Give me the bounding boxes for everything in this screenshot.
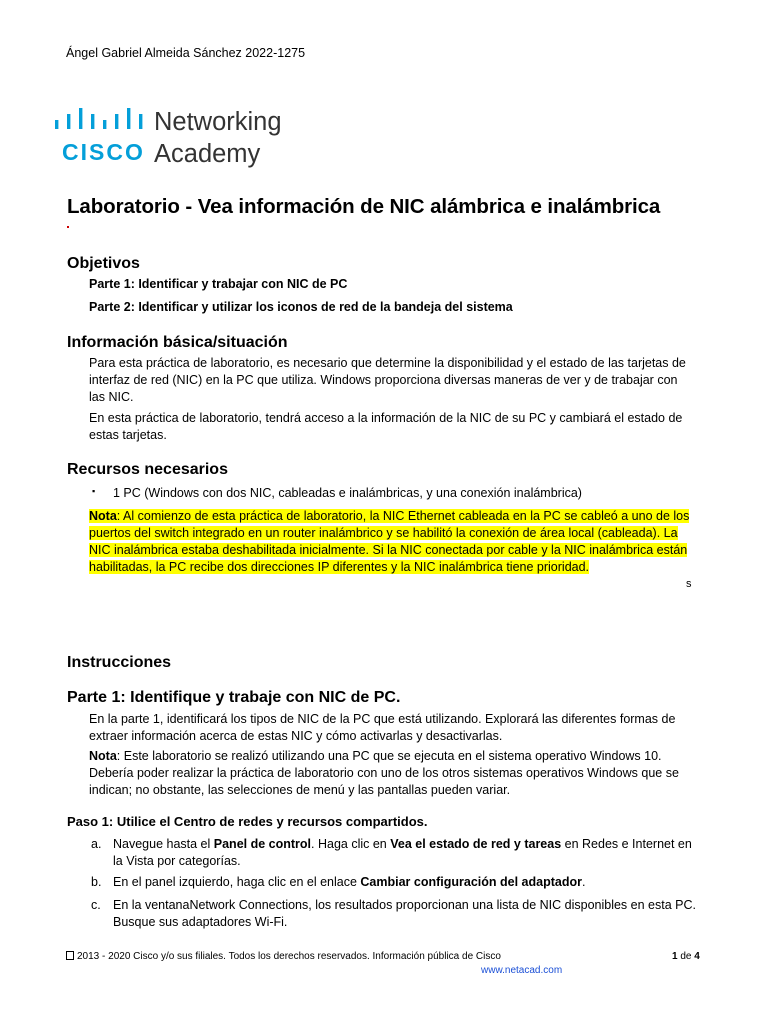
step-marker: a. bbox=[91, 837, 102, 851]
note-text: : Al comienzo de esta práctica de laboratorio, la NIC Ethernet cableada en la PC se cableó a uno de los bbox=[116, 509, 690, 523]
text-line: las NIC. bbox=[89, 390, 134, 404]
logo-academy-text: Academy bbox=[154, 140, 261, 168]
stray-character: s bbox=[686, 578, 692, 590]
document-title: Laboratorio - Vea información de NIC alámbrica e inalámbrica bbox=[67, 195, 661, 218]
resource-item: 1 PC (Windows con dos NIC, cableadas e inalámbricas, y una conexión inalámbrica) bbox=[113, 486, 582, 500]
bullet-icon: ▪ bbox=[92, 486, 96, 496]
part1-heading: Parte 1: Identifique y trabaje con NIC de PC. bbox=[67, 689, 401, 706]
cisco-bars-icon bbox=[55, 108, 142, 129]
note-text: : Este laboratorio se realizó utilizando una PC que se ejecuta en el sistema operativo Windows 10. bbox=[116, 749, 662, 763]
network-status-label: Vea el estado de red y tareas bbox=[390, 837, 562, 851]
text-line: En la parte 1, identificará los tipos de NIC de la PC que está utilizando. Explorará las diferentes formas de bbox=[89, 712, 676, 726]
control-panel-label: Panel de control bbox=[213, 837, 312, 851]
footer-copyright: 2013 - 2020 Cisco y/o sus filiales. Todos los derechos reservados. Información pública de Cisco bbox=[66, 951, 501, 962]
note-text: Debería poder realizar la práctica de laboratorio con uno de los otros sistemas operativos Windows que se bbox=[89, 766, 679, 780]
text-line: interfaz de red (NIC) en la PC que utiliza. Windows proporciona diversas maneras de ver y de trabajar con bbox=[89, 373, 678, 387]
objectives-heading: Objetivos bbox=[67, 255, 140, 272]
adapter-settings-label: Cambiar configuración del adaptador bbox=[360, 875, 582, 889]
background-heading: Información básica/situación bbox=[67, 334, 288, 351]
step-b-text: En el panel izquierdo, haga clic en el enlace Cambiar configuración del adaptador. bbox=[113, 875, 586, 889]
objective-item: Parte 2: Identificar y utilizar los iconos de red de la bandeja del sistema bbox=[89, 300, 513, 314]
cisco-wordmark: CISCO bbox=[62, 139, 145, 165]
step-marker: c. bbox=[91, 898, 101, 912]
text-line: En esta práctica de laboratorio, tendrá acceso a la información de la NIC de su PC y cambiará el estado de bbox=[89, 411, 683, 425]
note-text: habilitadas, la PC recibe dos direcciones IP diferentes y la NIC inalámbrica tiene prioridad. bbox=[89, 560, 590, 574]
objective-item: Parte 1: Identificar y trabajar con NIC de PC bbox=[89, 277, 348, 291]
note-text: indican; no obstante, las selecciones de menú y las pantallas pueden variar. bbox=[89, 783, 511, 797]
resources-heading: Recursos necesarios bbox=[67, 461, 228, 478]
logo-networking-text: Networking bbox=[154, 108, 282, 136]
note-text: NIC inalámbrica estaba deshabilitada inicialmente. Si la NIC conectada por cable y la NIC inalámbrica están bbox=[89, 543, 688, 557]
text-line: Para esta práctica de laboratorio, es necesario que determine la disponibilidad y el estado de las tarjetas de bbox=[89, 356, 686, 370]
note-text: puertos del switch integrado en un router inalámbrico y se habilitó la conexión de área local (cableada). La bbox=[89, 526, 678, 540]
note-label: Nota bbox=[89, 749, 117, 763]
red-dot-mark bbox=[67, 226, 69, 228]
part1-intro bbox=[89, 711, 675, 745]
cisco-networking-academy-logo bbox=[54, 108, 304, 173]
part1-note bbox=[89, 748, 679, 799]
step-marker: b. bbox=[91, 875, 102, 889]
step-a-text: Navegue hasta el Panel de control. Haga clic en Vea el estado de red y tareas en Redes e Internet en la Vista por categorías. bbox=[113, 837, 692, 868]
missing-glyph-icon bbox=[66, 951, 74, 960]
page-number: 1 de 4 bbox=[672, 951, 700, 962]
website-link[interactable]: www.netacad.com bbox=[481, 965, 563, 976]
instructions-heading: Instrucciones bbox=[67, 654, 172, 671]
background-paragraph-2 bbox=[89, 410, 682, 444]
author-name: Ángel Gabriel Almeida Sánchez 2022-1275 bbox=[66, 46, 306, 60]
step1-heading: Paso 1: Utilice el Centro de redes y recursos compartidos. bbox=[67, 814, 428, 829]
step-c-text: En la ventanaNetwork Connections, los resultados proporcionan una lista de NIC disponibles en esta PC. Busque sus adaptadores Wi-Fi. bbox=[113, 898, 696, 929]
resources-note bbox=[89, 508, 689, 576]
cisco-logo-icon bbox=[54, 108, 304, 168]
note-label: Nota bbox=[89, 509, 117, 523]
text-line: estas tarjetas. bbox=[89, 428, 167, 442]
background-paragraph-1 bbox=[89, 355, 686, 406]
text-line: extraer información acerca de estas NIC y cómo activarlas y desactivarlas. bbox=[89, 729, 503, 743]
